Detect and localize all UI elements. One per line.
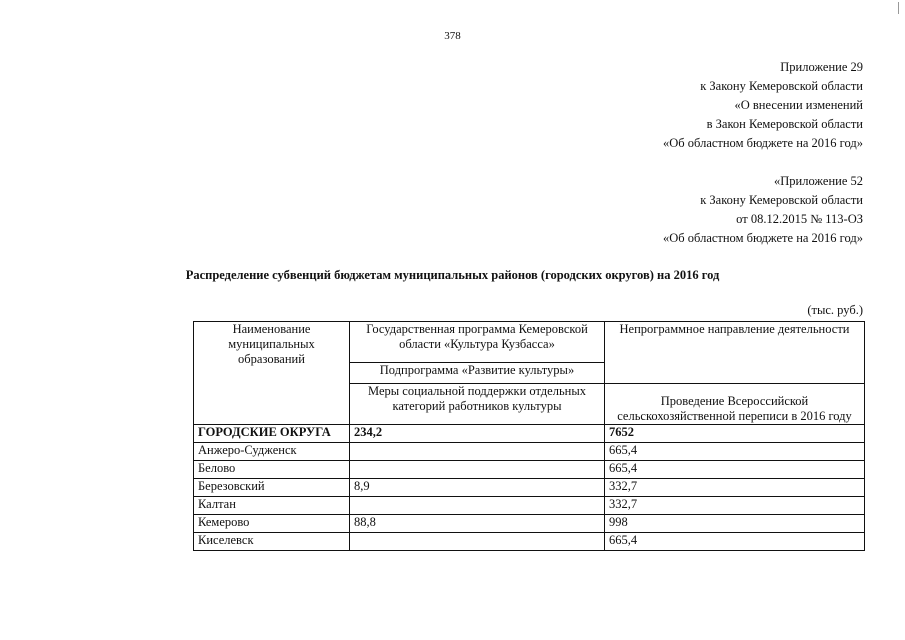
cell-support-value: 234,2: [350, 425, 605, 443]
units-label: (тыс. руб.): [807, 303, 863, 317]
table-row: [194, 497, 865, 515]
appendix-52-line: от 08.12.2015 № 113-ОЗ: [736, 212, 863, 226]
cell-census-value: 998: [605, 515, 865, 533]
corner-scan-mark: [898, 2, 899, 14]
cell-support-value: [350, 443, 605, 461]
cell-municipality: Белово: [194, 461, 350, 479]
page-number: 378: [444, 30, 461, 42]
header-census: Проведение Всероссийской сельскохозяйственной переписи в 2016 году: [605, 384, 865, 425]
cell-municipality: ГОРОДСКИЕ ОКРУГА: [194, 425, 350, 443]
header-subprogram: Подпрограмма «Развитие культуры»: [350, 363, 605, 384]
header-program: Государственная программа Кемеровской области «Культура Кузбасса»: [350, 322, 605, 363]
cell-support-value: 88,8: [350, 515, 605, 533]
cell-municipality: Березовский: [194, 479, 350, 497]
cell-support-value: 8,9: [350, 479, 605, 497]
cell-census-value: 665,4: [605, 461, 865, 479]
appendix-52-block: [663, 172, 863, 248]
table-row: [194, 425, 865, 443]
table-row: [194, 461, 865, 479]
appendix-52-line: к Закону Кемеровской области: [700, 193, 863, 207]
table-row: [194, 533, 865, 551]
table-row: [194, 479, 865, 497]
header-nonprogram: Непрограммное направление деятельности: [605, 322, 865, 384]
header-measure: Меры социальной поддержки отдельных категорий работников культуры: [350, 384, 605, 425]
appendix-29-line: Приложение 29: [780, 60, 863, 74]
appendix-29-block: [663, 58, 863, 153]
cell-municipality: Кемерово: [194, 515, 350, 533]
cell-census-value: 332,7: [605, 497, 865, 515]
appendix-29-line: в Закон Кемеровской области: [706, 117, 863, 131]
cell-support-value: [350, 533, 605, 551]
cell-support-value: [350, 461, 605, 479]
table-row: [194, 515, 865, 533]
header-name-column: Наименование муниципальных образований: [194, 322, 350, 425]
cell-municipality: Калтан: [194, 497, 350, 515]
appendix-29-line: «Об областном бюджете на 2016 год»: [663, 136, 863, 150]
cell-census-value: 7652: [605, 425, 865, 443]
appendix-52-line: «Приложение 52: [774, 174, 863, 188]
appendix-29-line: к Закону Кемеровской области: [700, 79, 863, 93]
cell-support-value: [350, 497, 605, 515]
cell-census-value: 665,4: [605, 533, 865, 551]
appendix-29-line: «О внесении изменений: [734, 98, 863, 112]
cell-census-value: 332,7: [605, 479, 865, 497]
cell-census-value: 665,4: [605, 443, 865, 461]
table-row: [194, 443, 865, 461]
header-row: [194, 322, 865, 363]
subvention-table: [193, 321, 865, 551]
cell-municipality: Анжеро-Судженск: [194, 443, 350, 461]
appendix-52-line: «Об областном бюджете на 2016 год»: [663, 231, 863, 245]
document-title: Распределение субвенций бюджетам муниципальных районов (городских округов) на 2016 год: [185, 268, 720, 282]
cell-municipality: Киселевск: [194, 533, 350, 551]
